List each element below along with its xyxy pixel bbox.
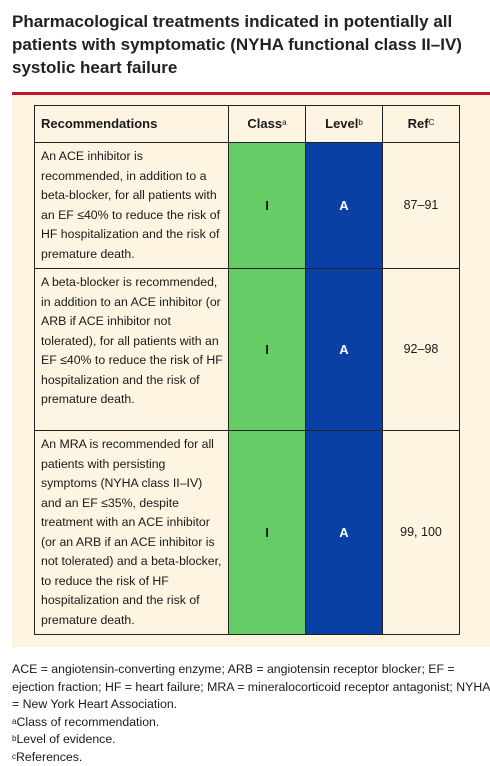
abbreviations-note: ACE = angiotensin-converting enzyme; ARB = angiotensin receptor blocker; EF = ejection fraction; HF = heart failure; MRA = mineralocorticoid receptor antagonist; NYHA = New York Heart Association. [12, 661, 490, 714]
table-row [35, 143, 460, 269]
recommendations-table [34, 105, 460, 635]
recommendation-text [35, 431, 229, 635]
header-ref-footnote-mark: C [429, 118, 435, 127]
level-cell: A [306, 269, 383, 431]
footnote-b [12, 731, 490, 749]
header-level [306, 106, 383, 143]
header-level-footnote-mark: b [358, 118, 362, 127]
recommendation-text [35, 269, 229, 431]
recommendation-text-content: A beta-blocker is recommended, in addition to an ACE inhibitor (or ARB if ACE inhibitor not tolerated), for all patients with an EF ≤40% to reduce the risk of HF hospitalization and the risk of premature death. [41, 273, 224, 410]
class-cell: I [229, 431, 306, 635]
page-title: Pharmacological treatments indicated in potentially all patients with symptomatic (NYHA functional class II–IV) systolic heart failure [12, 10, 484, 79]
recommendation-text-content: An MRA is recommended for all patients with persisting symptoms (NYHA class II–IV) and an EF ≤35%, despite treatment with an ACE inhibitor (or an ARB if an ACE inhibitor is not tolerated) and a beta-blocker, to reduce the risk of HF hospitalization and the risk of premature death. [41, 435, 224, 630]
footnote-c [12, 749, 490, 766]
header-recommendations [35, 106, 229, 143]
footnote-text: Level of evidence. [16, 732, 115, 746]
level-cell: A [306, 431, 383, 635]
header-ref-label: Ref [408, 116, 429, 131]
ref-cell: 99, 100 [383, 431, 460, 635]
footnote-text: Class of recommendation. [16, 715, 159, 729]
header-recommendations-label: Recommendations [41, 116, 157, 131]
footnote-mark: b [12, 734, 16, 743]
level-cell: A [306, 143, 383, 269]
footnote-mark: a [12, 717, 16, 726]
header-level-label: Level [325, 116, 358, 131]
recommendation-text [35, 143, 229, 269]
table-row [35, 431, 460, 635]
header-class-label: Class [247, 116, 282, 131]
header-class-footnote-mark: a [282, 118, 286, 127]
footnote-mark: c [12, 752, 16, 761]
header-ref [383, 106, 460, 143]
recommendation-text-content: An ACE inhibitor is recommended, in addition to a beta-blocker, for all patients with an EF ≤40% to reduce the risk of HF hospitalization and the risk of premature death. [41, 147, 224, 264]
table-header-row [35, 106, 460, 143]
class-cell: I [229, 269, 306, 431]
footnote-a [12, 714, 490, 732]
footnote-text: References. [16, 750, 82, 764]
ref-cell: 92–98 [383, 269, 460, 431]
class-cell: I [229, 143, 306, 269]
header-class [229, 106, 306, 143]
ref-cell: 87–91 [383, 143, 460, 269]
table-row [35, 269, 460, 431]
table-notes [12, 661, 490, 766]
